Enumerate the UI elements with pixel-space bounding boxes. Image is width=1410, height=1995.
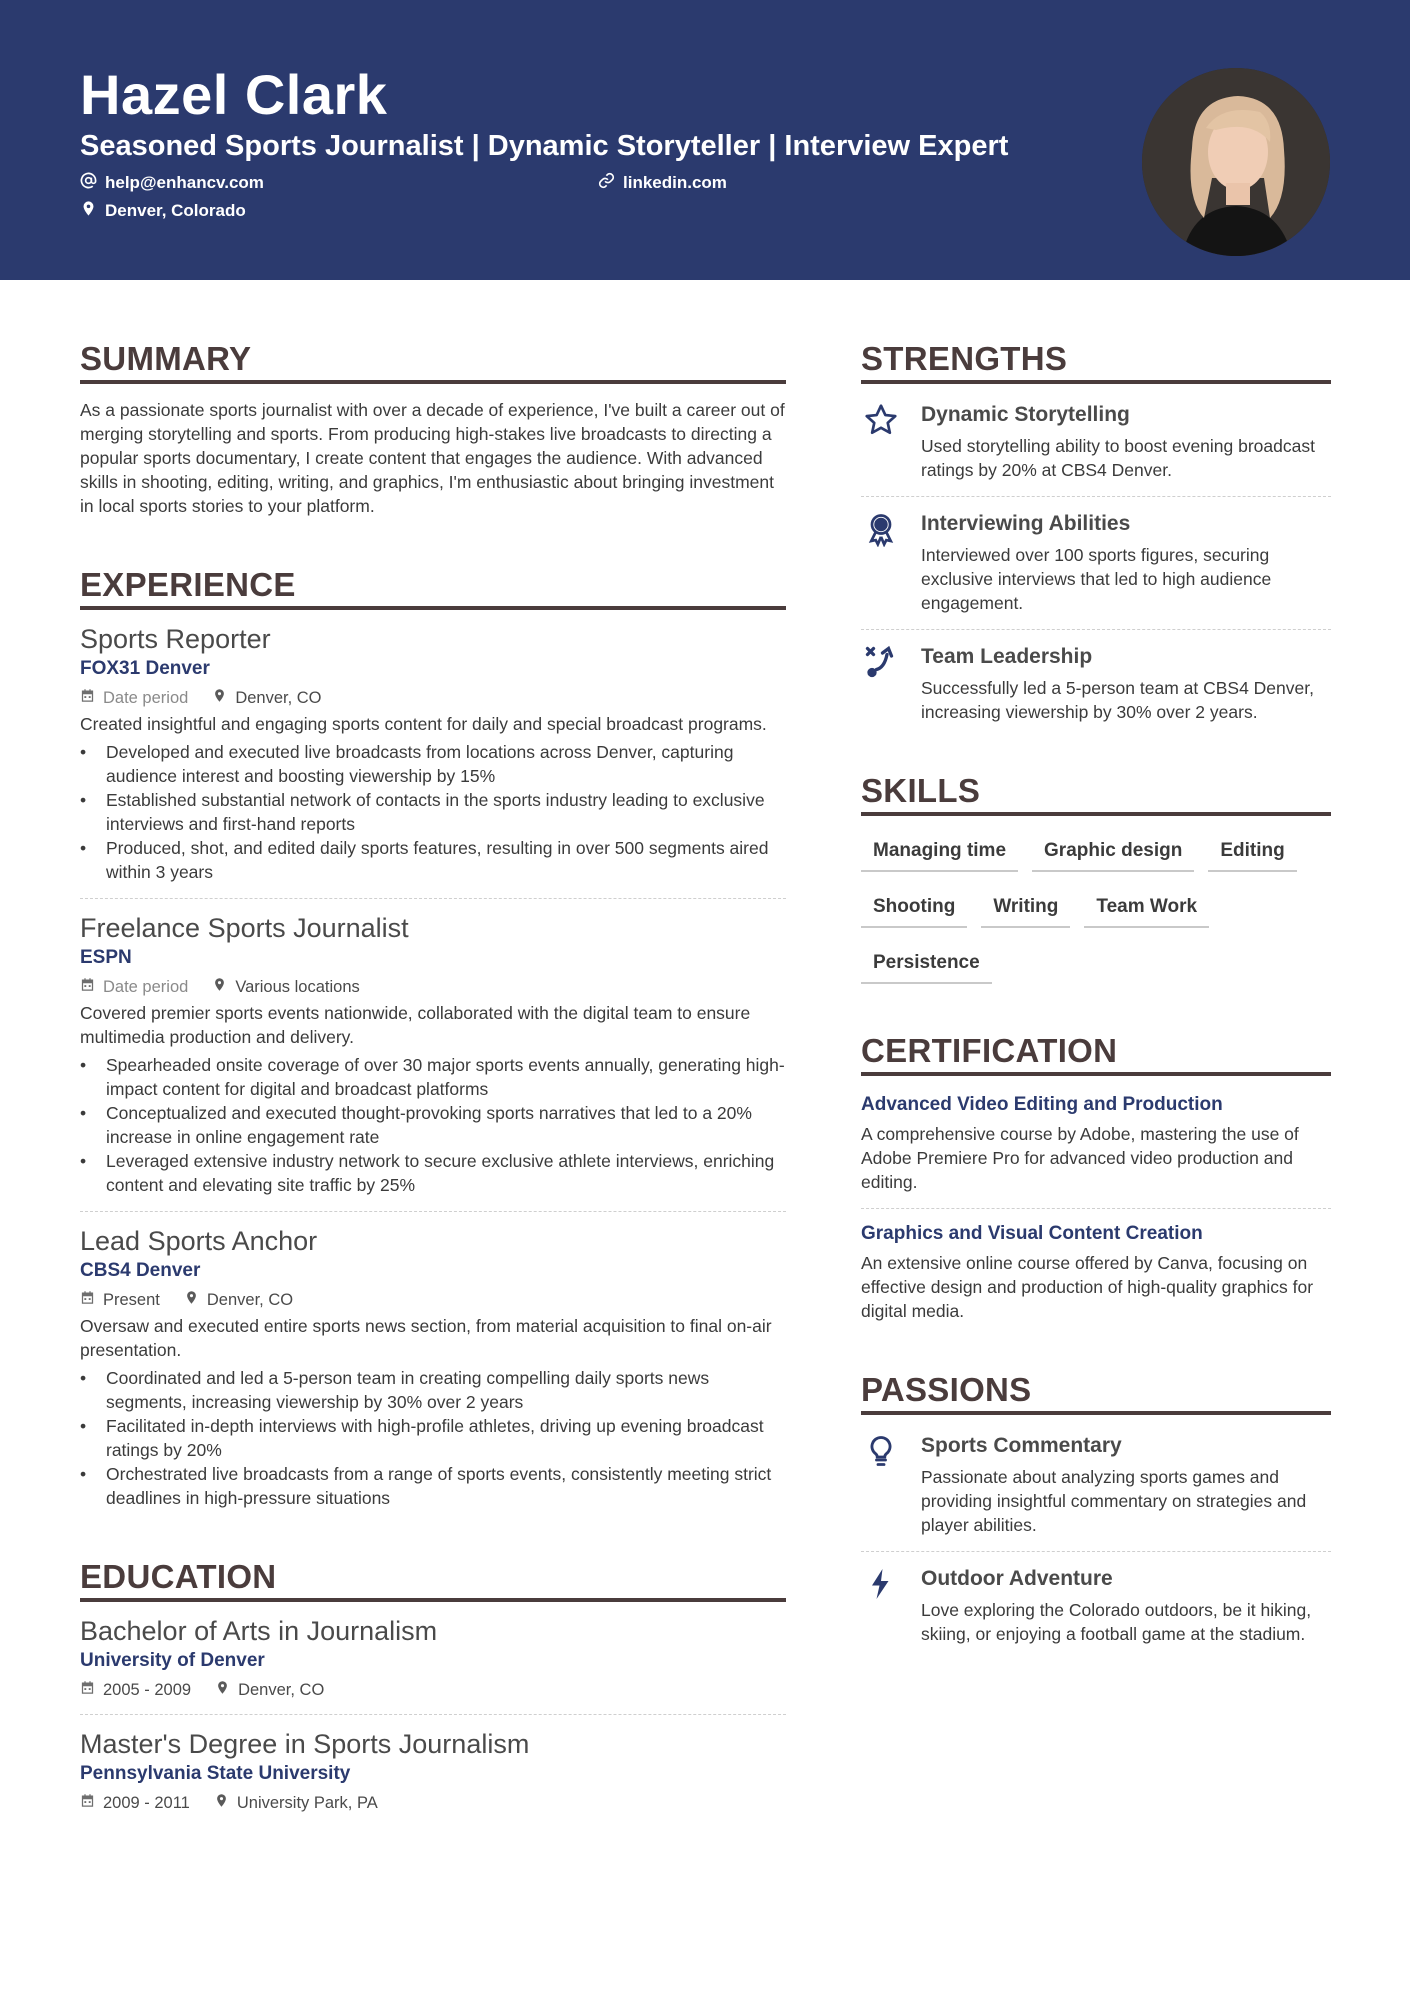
strength-text: Interviewed over 100 sports figures, securing exclusive interviews that led to high audience engagement. xyxy=(921,545,1272,613)
company-name: ESPN xyxy=(80,947,132,968)
location-pin-icon xyxy=(80,200,97,222)
education-period xyxy=(80,1680,191,1700)
period-text: 2005 - 2009 xyxy=(103,1680,192,1699)
linkedin-text: linkedin.com xyxy=(623,173,727,192)
strength-item xyxy=(861,400,1331,482)
job-title: Lead Sports Anchor xyxy=(80,1226,318,1256)
skill-tag: Writing xyxy=(981,890,1070,928)
resume-header xyxy=(0,0,1410,280)
strategy-icon xyxy=(861,642,901,724)
strength-text: Successfully led a 5-person team at CBS4 Denver, increasing viewership by 30% over 2 years. xyxy=(921,678,1314,722)
divider xyxy=(861,1551,1331,1552)
location-pin-icon xyxy=(215,1680,230,1700)
job-period xyxy=(80,1290,160,1310)
passion-item xyxy=(861,1564,1331,1646)
skills-list xyxy=(861,834,1331,984)
bullet-item: • Leveraged extensive industry network to secure exclusive athlete interviews, enriching content and elevating site traffic by 25% xyxy=(80,1149,786,1197)
passions-section xyxy=(861,1371,1331,1646)
strength-item xyxy=(861,509,1331,615)
certification-entry xyxy=(861,1092,1331,1194)
education-section xyxy=(80,1558,786,1813)
calendar-icon xyxy=(80,1793,95,1813)
job-description: Covered premier sports events nationwide, collaborated with the digital team to ensure multimedia production and delivery. xyxy=(80,1003,751,1047)
bullet-item: • Spearheaded onsite coverage of over 30 major sports events annually, generating high-impact content for digital and broadcast platforms xyxy=(80,1053,786,1101)
passion-item xyxy=(861,1431,1331,1537)
education-heading: EDUCATION xyxy=(80,1558,786,1602)
bullet-item: • Established substantial network of contacts in the sports industry leading to exclusive interviews and first-hand reports xyxy=(80,788,786,836)
strengths-heading: STRENGTHS xyxy=(861,340,1331,384)
period-text: Date period xyxy=(103,688,189,707)
company-name: FOX31 Denver xyxy=(80,658,210,679)
job-meta xyxy=(80,977,786,997)
summary-heading: SUMMARY xyxy=(80,340,786,384)
location-text: Denver, Colorado xyxy=(105,201,246,220)
skill-tag: Graphic design xyxy=(1032,834,1194,872)
strengths-section xyxy=(861,340,1331,724)
divider xyxy=(861,496,1331,497)
job-location xyxy=(212,688,321,708)
divider xyxy=(861,1208,1331,1209)
education-entry xyxy=(80,1614,786,1700)
certification-title: Advanced Video Editing and Production xyxy=(861,1094,1223,1115)
job-bullets xyxy=(80,740,786,884)
education-entry xyxy=(80,1727,786,1813)
candidate-title: Seasoned Sports Journalist | Dynamic Storyteller | Interview Expert xyxy=(80,130,1009,162)
bullet-item: • Produced, shot, and edited daily sports features, resulting in over 500 segments aired within 3 years xyxy=(80,836,786,884)
left-column xyxy=(80,340,786,1817)
bullet-item: • Developed and executed live broadcasts from locations across Denver, capturing audience interest and boosting viewership by 15% xyxy=(80,740,786,788)
calendar-icon xyxy=(80,977,95,997)
link-icon xyxy=(598,172,615,194)
lightbulb-icon xyxy=(861,1431,901,1537)
education-location xyxy=(214,1793,378,1813)
location-text: Denver, CO xyxy=(235,688,322,707)
job-meta xyxy=(80,1290,786,1310)
passion-text: Love exploring the Colorado outdoors, be it hiking, skiing, or enjoying a football game at the stadium. xyxy=(921,1600,1312,1644)
degree-title: Bachelor of Arts in Journalism xyxy=(80,1616,438,1646)
location-text: Various locations xyxy=(235,977,360,996)
job-description: Oversaw and executed entire sports news section, from material acquisition to final on-air presentation. xyxy=(80,1316,772,1360)
skill-tag: Managing time xyxy=(861,834,1018,872)
period-text: Date period xyxy=(103,977,189,996)
summary-text: As a passionate sports journalist with over a decade of experience, I've built a career out of merging storytelling and sports. From producing high-stakes live broadcasts to directing a popular sports documentary, I create content that engages the audience. With advanced skills in shooting, editing, writing, and graphics, I'm enthusiastic about bringing investment in local sports stories to your platform. xyxy=(80,400,785,516)
certification-entry xyxy=(861,1221,1331,1323)
job-bullets xyxy=(80,1053,786,1197)
candidate-name: Hazel Clark xyxy=(80,63,388,126)
certification-title: Graphics and Visual Content Creation xyxy=(861,1223,1203,1244)
strength-title: Interviewing Abilities xyxy=(921,512,1131,535)
job-period xyxy=(80,688,188,708)
contact-email[interactable] xyxy=(80,172,264,194)
summary-section xyxy=(80,340,786,518)
experience-entry xyxy=(80,622,786,884)
calendar-icon xyxy=(80,1680,95,1700)
location-pin-icon xyxy=(212,977,227,997)
divider xyxy=(80,898,786,899)
strength-text: Used storytelling ability to boost evening broadcast ratings by 20% at CBS4 Denver. xyxy=(921,436,1315,480)
strength-title: Team Leadership xyxy=(921,645,1093,668)
passion-title: Sports Commentary xyxy=(921,1434,1122,1457)
avatar xyxy=(1142,68,1330,256)
bullet-item: • Conceptualized and executed thought-provoking sports narratives that led to a 20% increase in online engagement rate xyxy=(80,1101,786,1149)
location-pin-icon xyxy=(184,1290,199,1310)
location-text: Denver, CO xyxy=(238,1680,325,1699)
location-text: Denver, CO xyxy=(206,1290,294,1309)
right-column xyxy=(861,340,1331,1646)
contact-linkedin[interactable] xyxy=(598,172,727,194)
experience-entry xyxy=(80,911,786,1197)
experience-heading: EXPERIENCE xyxy=(80,566,786,610)
job-location xyxy=(212,977,359,997)
education-meta xyxy=(80,1680,786,1700)
job-bullets xyxy=(80,1366,786,1510)
calendar-icon xyxy=(80,1290,95,1310)
passion-text: Passionate about analyzing sports games and providing insightful commentary on strategies and player abilities. xyxy=(921,1467,1307,1535)
job-description: Created insightful and engaging sports content for daily and special broadcast programs. xyxy=(80,714,767,734)
job-title: Sports Reporter xyxy=(80,624,271,654)
location-pin-icon xyxy=(212,688,227,708)
lightning-icon xyxy=(861,1564,901,1646)
strength-title: Dynamic Storytelling xyxy=(921,403,1130,426)
location-text: University Park, PA xyxy=(236,1793,378,1812)
star-icon xyxy=(861,400,901,482)
certification-section xyxy=(861,1032,1331,1323)
certification-text: A comprehensive course by Adobe, mastering the use of Adobe Premiere Pro for advanced video production and editing. xyxy=(861,1124,1299,1192)
bullet-item: • Facilitated in-depth interviews with high-profile athletes, driving up evening broadcast ratings by 20% xyxy=(80,1414,786,1462)
at-icon xyxy=(80,172,97,194)
calendar-icon xyxy=(80,688,95,708)
education-meta xyxy=(80,1793,786,1813)
skills-heading: SKILLS xyxy=(861,772,1331,816)
education-location xyxy=(215,1680,324,1700)
job-location xyxy=(184,1290,293,1310)
school-name: Pennsylvania State University xyxy=(80,1763,351,1784)
company-name: CBS4 Denver xyxy=(80,1260,201,1281)
divider xyxy=(80,1714,786,1715)
experience-entry xyxy=(80,1224,786,1510)
job-title: Freelance Sports Journalist xyxy=(80,913,409,943)
email-text: help@enhancv.com xyxy=(105,173,264,192)
passion-title: Outdoor Adventure xyxy=(921,1567,1113,1590)
divider xyxy=(80,1211,786,1212)
certification-text: An extensive online course offered by Canva, focusing on effective design and production of high-quality graphics for digital media. xyxy=(861,1253,1314,1321)
divider xyxy=(861,629,1331,630)
job-meta xyxy=(80,688,786,708)
skill-tag: Persistence xyxy=(861,946,992,984)
location-pin-icon xyxy=(214,1793,229,1813)
strength-item xyxy=(861,642,1331,724)
skill-tag: Team Work xyxy=(1084,890,1209,928)
passions-heading: PASSIONS xyxy=(861,1371,1331,1415)
education-period xyxy=(80,1793,190,1813)
contact-location xyxy=(80,200,246,222)
experience-section xyxy=(80,566,786,1510)
skill-tag: Editing xyxy=(1208,834,1296,872)
bullet-item: • Coordinated and led a 5-person team in creating compelling daily sports news segments, increasing viewership by 30% over 2 years xyxy=(80,1366,786,1414)
period-text: 2009 - 2011 xyxy=(103,1793,190,1812)
skills-section xyxy=(861,772,1331,984)
award-icon xyxy=(861,509,901,615)
bullet-item: • Orchestrated live broadcasts from a range of sports events, consistently meeting strict deadlines in high-pressure situations xyxy=(80,1462,786,1510)
period-text: Present xyxy=(103,1290,160,1309)
skill-tag: Shooting xyxy=(861,890,967,928)
certification-heading: CERTIFICATION xyxy=(861,1032,1331,1076)
job-period xyxy=(80,977,188,997)
school-name: University of Denver xyxy=(80,1650,265,1671)
degree-title: Master's Degree in Sports Journalism xyxy=(80,1729,530,1759)
